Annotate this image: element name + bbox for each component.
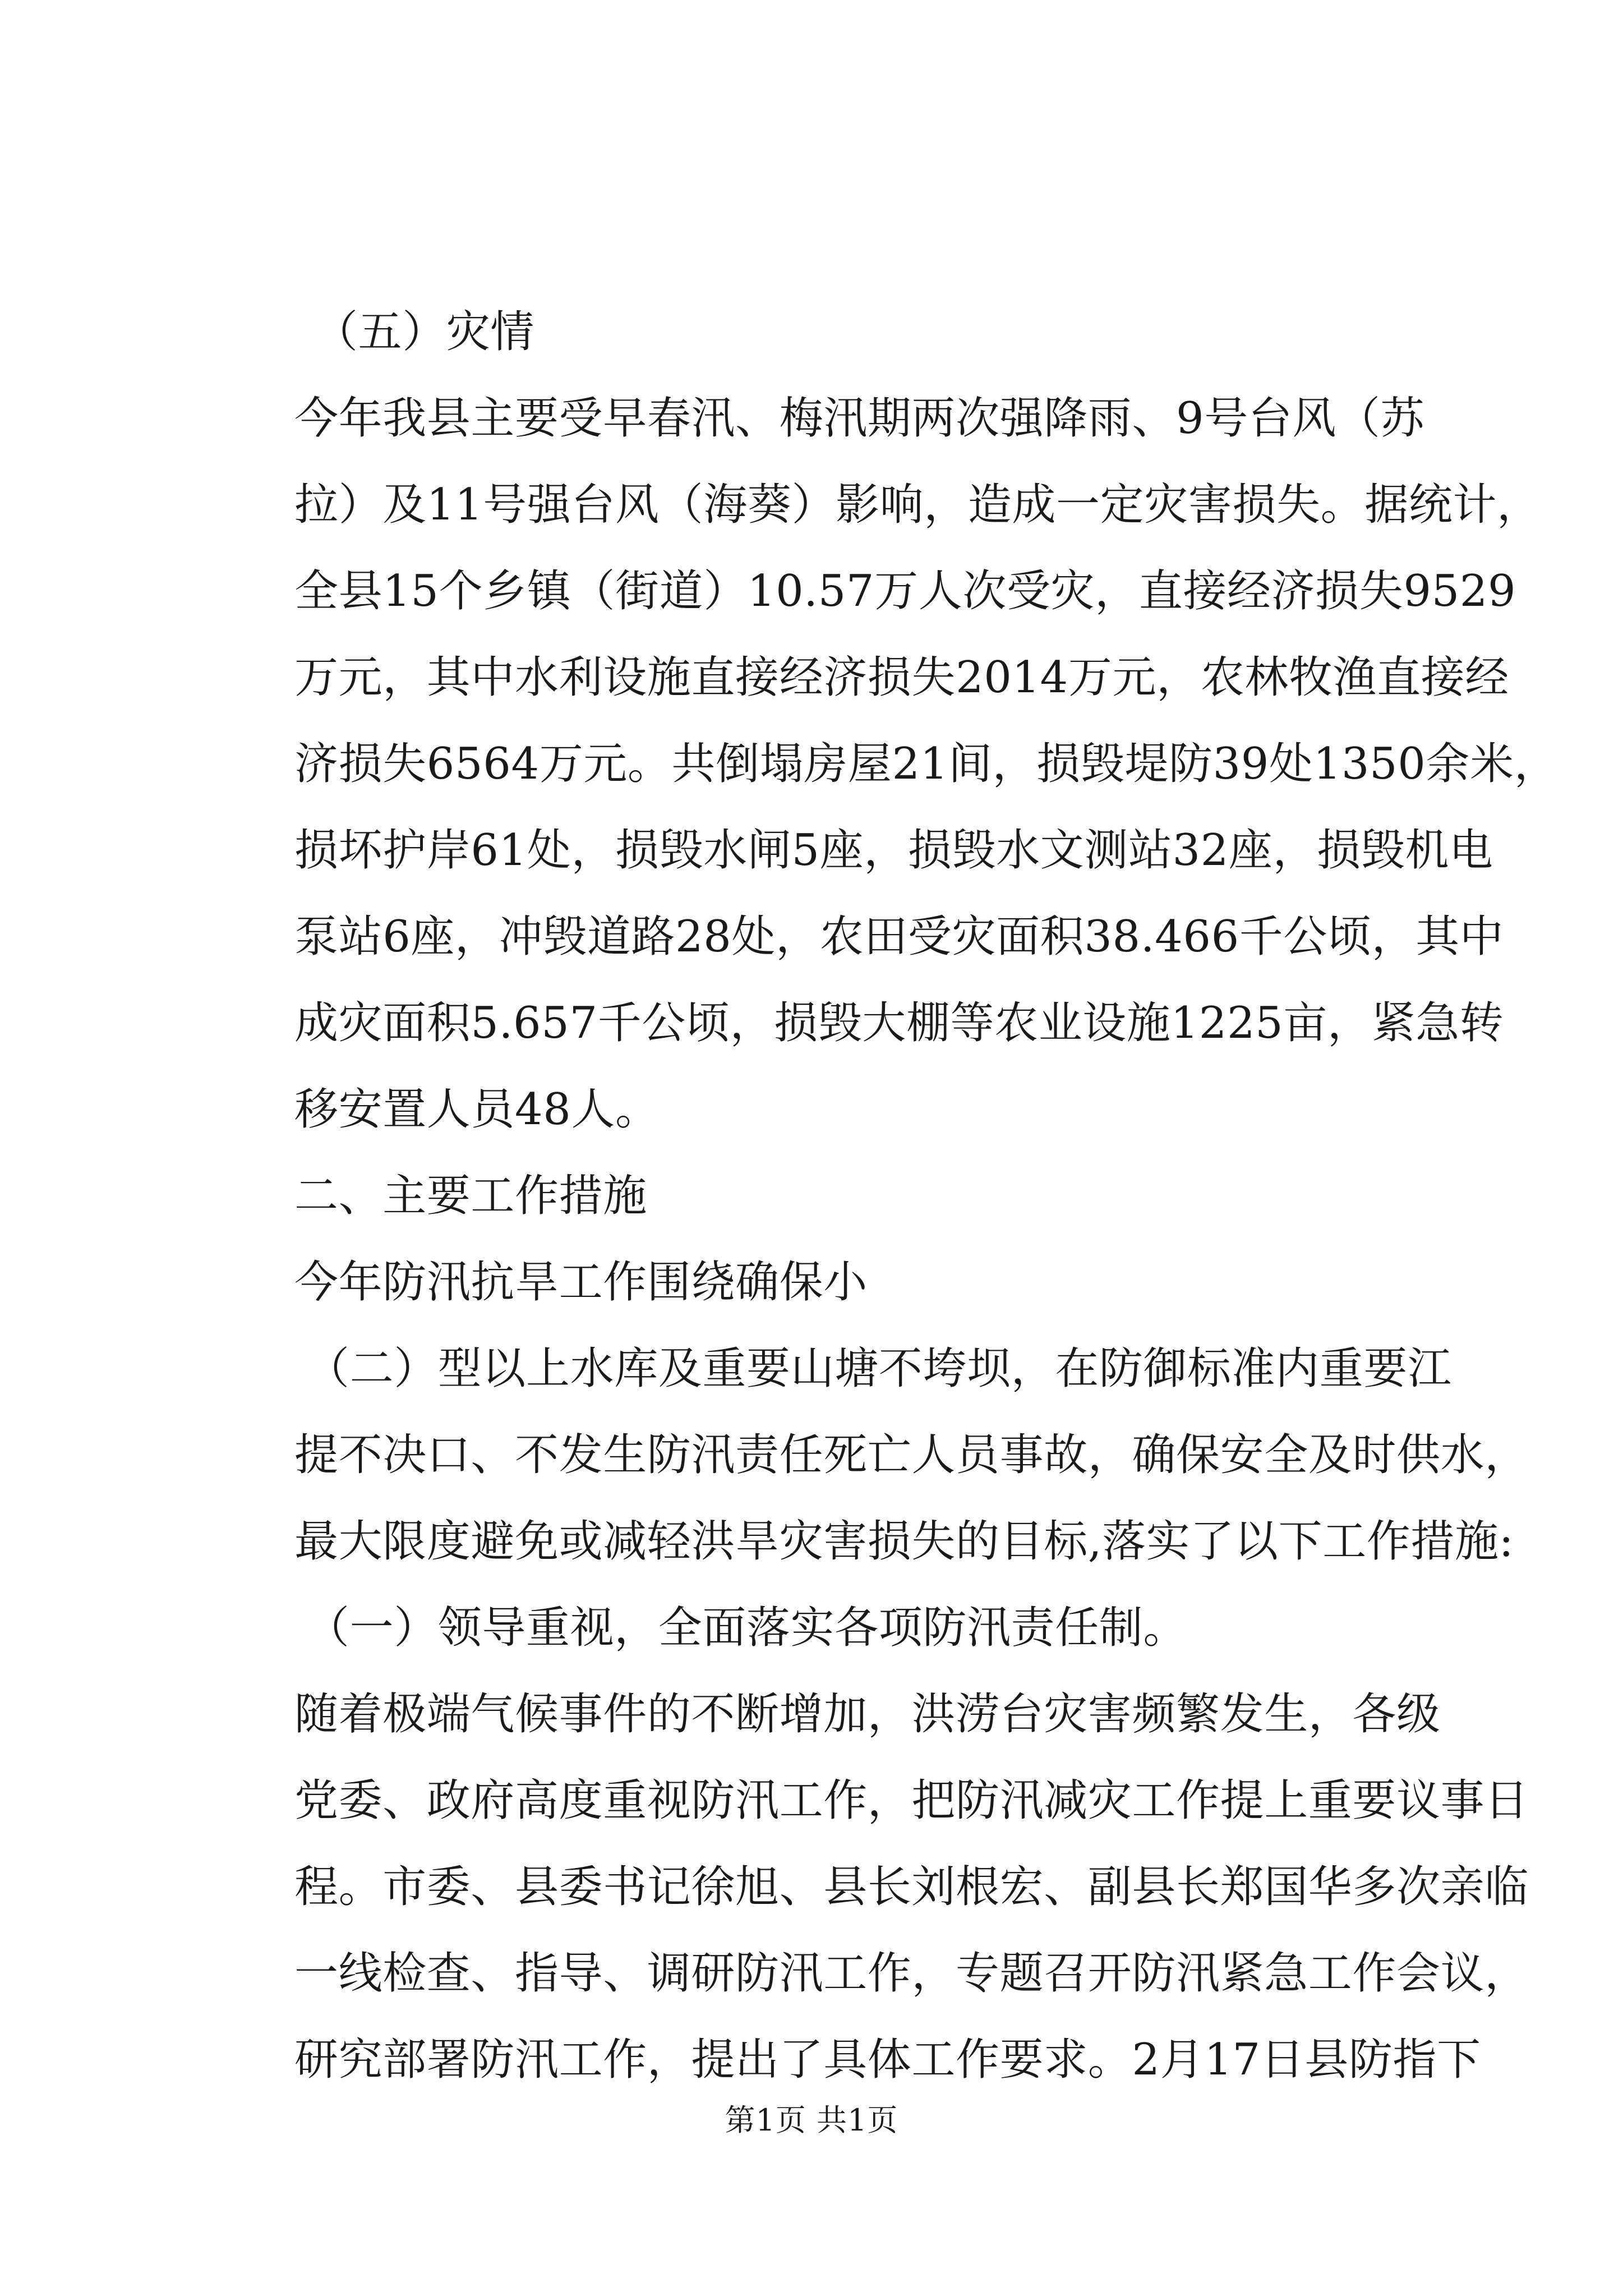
subsection-heading-leadership: （一）领导重视，全面落实各项防汛责任制。 [306,1603,1188,1653]
paragraph-line: 最大限度避免或减轻洪旱灾害损失的目标,落实了以下工作措施: [294,1516,1514,1567]
page-footer: 第1页 共1页 [725,2102,898,2138]
paragraph-line: 济损失6564万元。共倒塌房屋21间，损毁堤防39处1350余米， [294,739,1559,789]
paragraph-line: 程。市委、县委书记徐旭、县长刘根宏、副县长郑国华多次亲临 [294,1862,1529,1912]
paragraph-line: 提不决口、不发生防汛责任死亡人员事故，确保安全及时供水， [294,1430,1529,1480]
section-heading-disaster: （五）灾情 [314,307,535,357]
paragraph-line: 泵站6座，冲毁道路28处，农田受灾面积38.466千公顷，其中 [294,912,1504,962]
paragraph-line: 研究部署防汛工作，提出了具体工作要求。2月17日县防指下 [294,2035,1481,2085]
paragraph-line: 今年我县主要受早春汛、梅汛期两次强降雨、9号台风（苏 [294,393,1425,444]
document-body [294,289,1559,2103]
paragraph-line: 拉）及11号强台风（海葵）影响，造成一定灾害损失。据统计， [294,480,1541,530]
paragraph-line: 全县15个乡镇（街道）10.57万人次受灾，直接经济损失9529 [294,566,1516,616]
paragraph-line: 成灾面积5.657千公顷，损毁大棚等农业设施1225亩，紧急转 [294,998,1504,1048]
paragraph-line: 损坏护岸61处，损毁水闸5座，损毁水文测站32座，损毁机电 [294,825,1493,876]
paragraph-line: 万元，其中水利设施直接经济损失2014万元，农林牧渔直接经 [294,652,1509,703]
paragraph-line: 随着极端气候事件的不断增加，洪涝台灾害频繁发生，各级 [294,1689,1441,1740]
paragraph-line: 一线检查、指导、调研防汛工作，专题召开防汛紧急工作会议， [294,1948,1529,1999]
paragraph-line: （二）型以上水库及重要山塘不垮坝，在防御标准内重要江 [306,1343,1452,1394]
paragraph-line: 移安置人员48人。 [294,1084,660,1135]
paragraph-line: 党委、政府高度重视防汛工作，把防汛减灾工作提上重要议事日 [294,1775,1529,1826]
section-heading-measures: 二、主要工作措施 [294,1171,647,1221]
paragraph-line: 今年防汛抗旱工作围绕确保小 [294,1257,868,1308]
